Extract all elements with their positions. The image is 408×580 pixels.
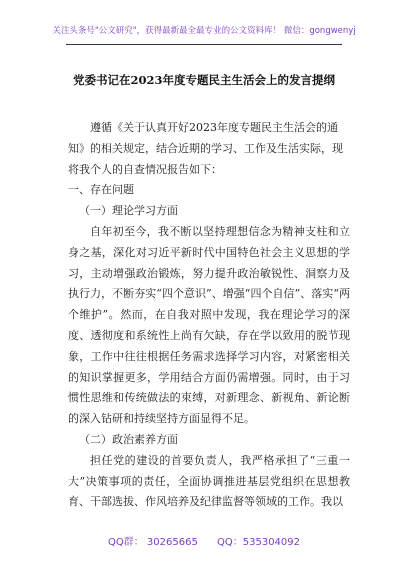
header-promo-note: 关注头条号"公文研究"，获得最新最全最专业的公文资料库！ 微信：gongwenyj bbox=[52, 26, 356, 36]
section-heading-problems: 一、存在问题 bbox=[68, 183, 134, 197]
footer-contact bbox=[0, 533, 408, 548]
subsection-heading-politics: （二）政治素养方面 bbox=[79, 432, 178, 446]
intro-line-1: 遵循《关于认真开好2023年度专题民主生活会的通 bbox=[90, 121, 338, 134]
paragraph-politics: 担任党的建设的首要负责人，我严格承担了“三重一大”决策事项的责任，全面协调推进基层党组织在思想教育、干部选拔、作风培养及纪律监督等领域的工作。我以 bbox=[68, 453, 350, 509]
paragraph-theory: 自年初至今，我不断以坚持理想信念为精神支柱和立身之基，深化对习近平新时代中国特色社会主义思想的学习，主动增强政治锻炼，努力提升政治敏锐性、洞察力及执行力，不断夯实“四个意识”、增强“四个自信”、落实“两个维护”。然而，在自我对照中发现，我在理论学习的深度、透彻度和系统性上尚有欠缺，存在学以致用的脱节现象，工作中往往根据任务需求选择学习内容，对紧密相关的知识掌握更多，学用结合方面仍需增强。同时，由于习惯性思维和传统做法的束缚，对新理念、新视角、新论断的深入钻研和持续坚持方面显得不足。 bbox=[68, 224, 350, 426]
intro-line-2: 知》的相关规定，结合近期的学习、工作及生活实际，现 bbox=[68, 141, 343, 155]
footer-qq-group: QQ群： 30265665 bbox=[107, 537, 198, 548]
subsection-heading-theory: （一）理论学习方面 bbox=[79, 204, 178, 218]
document-title: 党委书记在2023年度专题民主生活会上的发言提纲 bbox=[72, 73, 335, 87]
footer-qq: QQ：535304092 bbox=[217, 537, 301, 548]
header-divider bbox=[66, 44, 342, 45]
intro-line-3: 将我个人的自查情况报告如下： bbox=[68, 162, 222, 176]
document-body bbox=[68, 118, 350, 513]
